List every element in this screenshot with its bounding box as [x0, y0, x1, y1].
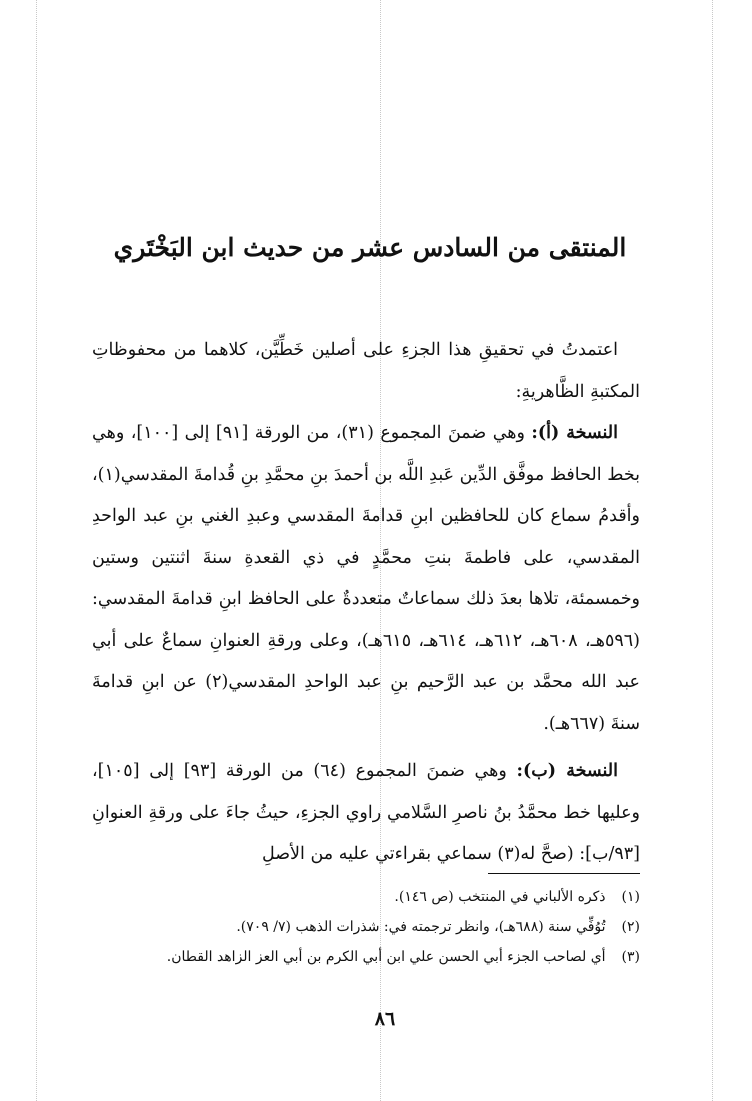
- page-number: ٨٦: [374, 1008, 396, 1030]
- footnote-text: أي لصاحب الجزء أبي الحسن علي ابن أبي الكرم بن أبي العز الزاهد القطان.: [166, 949, 606, 965]
- footnote-item: [92, 912, 640, 942]
- scan-guide-line: [36, 0, 37, 1101]
- footnote-number: (٢): [621, 919, 640, 935]
- paragraph-text: وهي ضمنَ المجموع (٦٤) من الورقة [٩٣] إلى [١٠٥]، وعليها خط محمَّدُ بنُ ناصرِ السَّلامي راوي الجزءِ، حيثُ جاءَ على ورقةِ العنوانِ [٩٣/ب]: (صحَّ له(٣) سماعي بقراءتي عليه من الأصلِ: [92, 761, 640, 864]
- manuscript-b-paragraph: [92, 751, 640, 876]
- scan-guide-line: [712, 0, 713, 1101]
- footnote-number: (١): [621, 889, 640, 905]
- footnote-separator: [488, 873, 640, 874]
- manuscript-a-label: النسخة (أ):: [531, 423, 618, 443]
- body-text: [92, 330, 640, 876]
- footnote-text: تُوُفِّي سنة (٦٨٨هـ)، وانظر ترجمته في: شذرات الذهب (٧/ ٧٠٩).: [236, 919, 606, 935]
- footnotes: [92, 882, 640, 972]
- footnote-item: [92, 942, 640, 972]
- paragraph-text: وهي ضمنَ المجموع (٣١)، من الورقة [٩١] إلى [١٠٠]، وهي بخط الحافظ موفَّق الدِّين عَبدِ اللَّه بن أحمدَ بنِ محمَّدِ بنِ قُدامةَ المقدسي(١)، وأقدمُ سماع كان للحافظين ابنِ قدامةَ المقدسي وعبدِ الغني بنِ عبد الواحدِ المقدسي، على فاطمةَ بنتِ محمَّدٍ في ذي القعدةِ سنةَ اثنتين وستين وخمسمئة، تلاها بعدَ ذلك سماعاتٌ متعددةٌ على الحافظ ابنِ قدامةَ المقدسي: (٥٩٦هـ، ٦٠٨هـ، ٦١٢هـ، ٦١٤هـ، ٦١٥هـ)، وعلى ورقةِ العنوانِ سماعٌ على أبي عبد الله محمَّد بن عبد الرَّحيم بنِ عبد الواحدِ المقدسي(٢) عن ابنِ قدامةَ سنةَ (٦٦٧هـ).: [92, 423, 640, 734]
- footnote-number: (٣): [621, 949, 640, 965]
- footnote-item: [92, 882, 640, 912]
- page-title: المنتقى من السادس عشر من حديث ابن البَخْتَري: [113, 233, 627, 262]
- intro-paragraph: [92, 330, 640, 413]
- manuscript-b-label: النسخة (ب):: [516, 761, 618, 781]
- manuscript-a-paragraph: [92, 413, 640, 745]
- footnote-text: ذكره الألباني في المنتخب (ص ١٤٦).: [394, 889, 606, 905]
- paragraph-text: اعتمدتُ في تحقيقِ هذا الجزءِ على أصلين خَطِّيَّن، كلاهما من محفوظاتِ المكتبةِ الظَّاهريةِ:: [92, 340, 640, 402]
